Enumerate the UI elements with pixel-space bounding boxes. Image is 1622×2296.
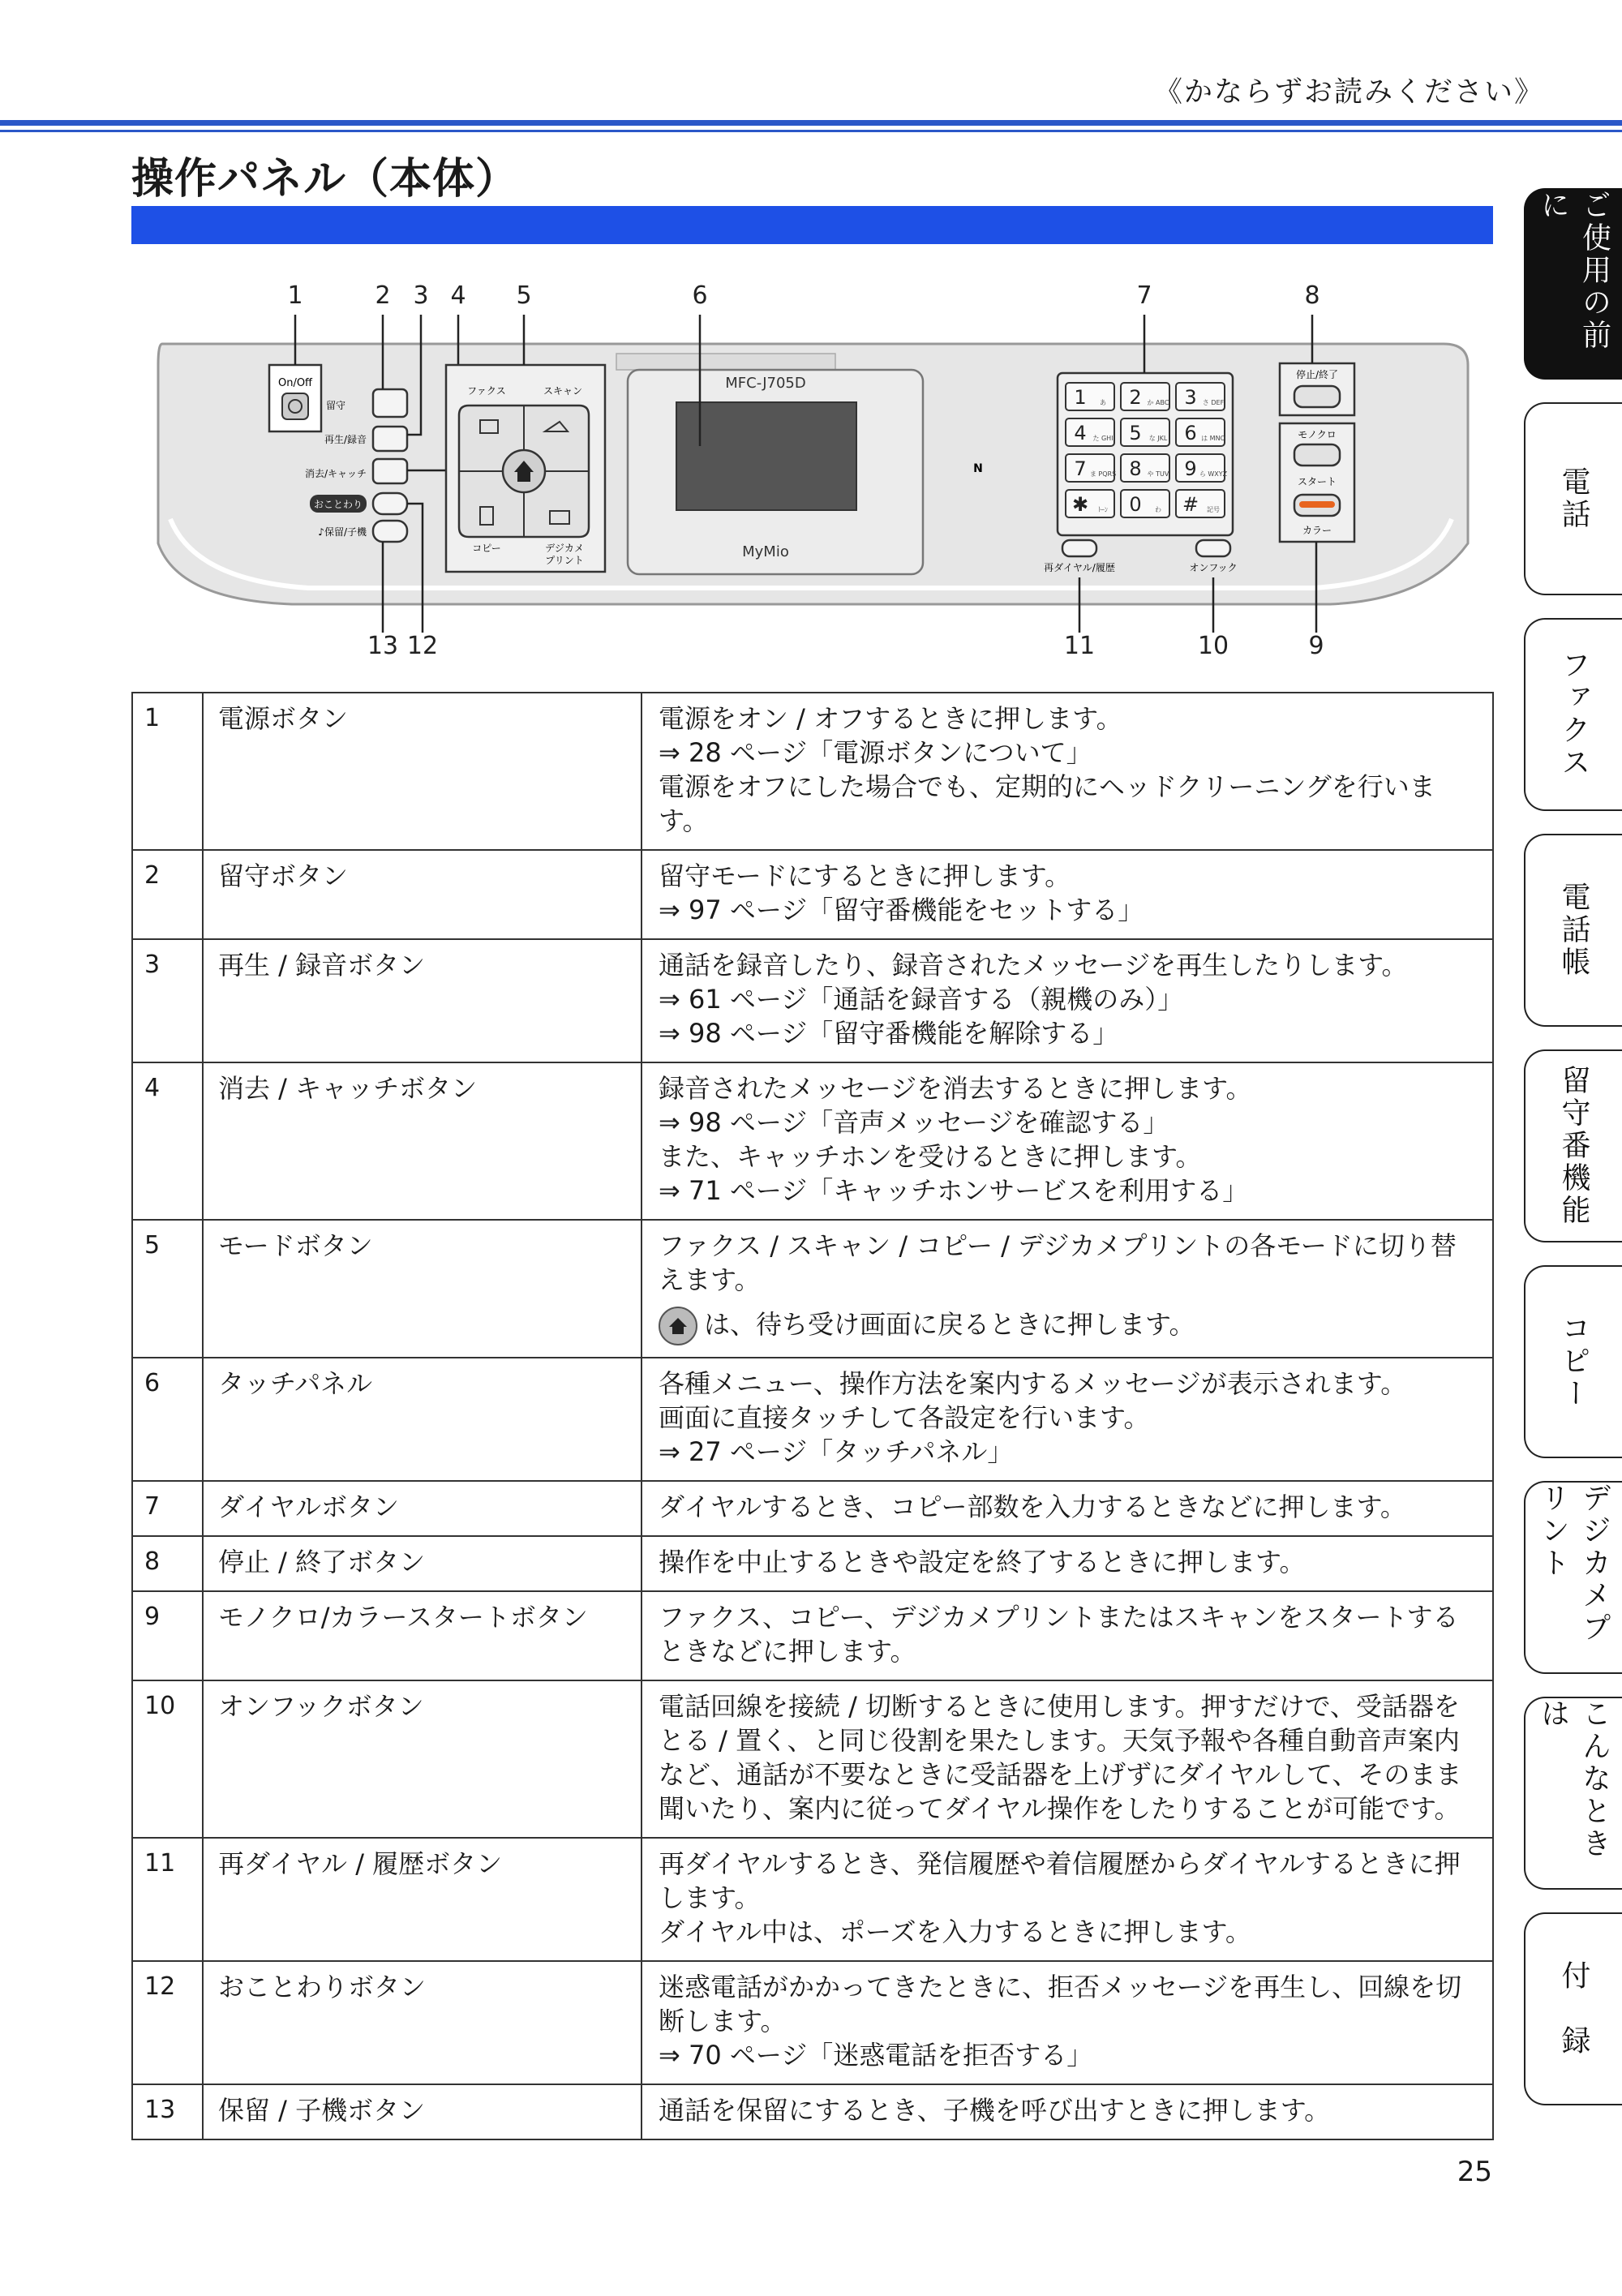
dial-key-label: 6	[1184, 422, 1197, 444]
description-table	[131, 692, 1494, 2140]
rusu-label: 留守	[325, 400, 345, 411]
description-line: 留守モードにするときに押します。	[659, 860, 1071, 891]
row-number: 12	[132, 1961, 203, 2084]
description-line: ⇒ 98 ページ「音声メッセージを確認する」	[659, 1107, 1169, 1138]
digicame-label-1: デジカメ	[545, 543, 584, 554]
button-description	[642, 693, 1493, 850]
okotowari-label: おことわり	[313, 499, 363, 510]
description-line: ⇒ 97 ページ「留守番機能をセットする」	[659, 895, 1144, 925]
shokyo-label: 消去/キャッチ	[304, 468, 367, 479]
table-row	[132, 1838, 1493, 1961]
description-line: ⇒ 71 ページ「キャッチホンサービスを利用する」	[659, 1175, 1249, 1206]
home-note-text: は、待ち受け画面に戻るときに押します。	[704, 1309, 1195, 1340]
button-name: 電源ボタン	[203, 693, 642, 850]
description-line: 電源をオフにした場合でも、定期的にヘッドクリーニングを行います。	[659, 771, 1435, 836]
row-number: 4	[132, 1062, 203, 1220]
dial-key-sublabel: な JKL	[1148, 435, 1168, 442]
button-description	[642, 1838, 1493, 1961]
fax-label: ファクス	[467, 385, 506, 397]
callout-11: 11	[1063, 632, 1096, 660]
button-name: 留守ボタン	[203, 850, 642, 939]
shokyo-button[interactable]	[373, 459, 407, 483]
saisei-label: 再生/録音	[324, 434, 367, 445]
description-line: ダイヤルするとき、コピー部数を入力するときなどに押します。	[659, 1491, 1406, 1522]
brand-label: MyMio	[742, 543, 789, 560]
button-name: 停止 / 終了ボタン	[203, 1536, 642, 1591]
dial-key-sublabel: 記号	[1207, 506, 1220, 513]
callout-1: 1	[287, 281, 303, 310]
okotowari-button[interactable]	[373, 493, 407, 514]
callout-3: 3	[413, 281, 429, 310]
callout-10: 10	[1197, 632, 1229, 660]
button-name: オンフックボタン	[203, 1680, 642, 1838]
side-tab-rusuban[interactable]	[1524, 1049, 1622, 1242]
table-row	[132, 693, 1493, 850]
side-tab-digicame[interactable]	[1524, 1481, 1622, 1674]
description-line: 操作を中止するときや設定を終了するときに押します。	[659, 1547, 1306, 1577]
description-line: 各種メニュー、操作方法を案内するメッセージが表示されます。	[659, 1368, 1407, 1399]
callout-8: 8	[1304, 281, 1320, 310]
touch-screen[interactable]	[676, 402, 856, 510]
side-tab-label: コピー	[1557, 1313, 1590, 1410]
callout-4: 4	[450, 281, 466, 310]
onoff-label: On/Off	[277, 377, 313, 389]
button-description	[642, 1220, 1493, 1358]
dial-key-label: 4	[1074, 422, 1087, 444]
dial-key-sublabel: ま PQRS	[1089, 470, 1117, 478]
header-rule-thin	[0, 130, 1622, 132]
side-tab-trouble[interactable]	[1524, 1697, 1622, 1890]
callout-7: 7	[1136, 281, 1152, 310]
dial-key-sublabel: わ	[1155, 506, 1161, 513]
header-note: 《かならずお読みください》	[1153, 76, 1544, 109]
button-name: モードボタン	[203, 1220, 642, 1358]
color-label: カラー	[1302, 525, 1332, 536]
scan-label: スキャン	[543, 385, 583, 397]
row-number: 11	[132, 1838, 203, 1961]
side-tab-label: ファクス	[1557, 650, 1590, 779]
side-tab-label: こんなときは	[1536, 1698, 1611, 1860]
button-description	[642, 1591, 1493, 1680]
button-description	[642, 1536, 1493, 1591]
dial-key-sublabel: ﾄｰﾝ	[1098, 506, 1108, 513]
description-line: ⇒ 98 ページ「留守番機能を解除する」	[659, 1018, 1119, 1049]
dial-key-label: 0	[1129, 493, 1142, 516]
callout-5: 5	[516, 281, 532, 310]
row-number: 8	[132, 1536, 203, 1591]
table-row	[132, 1591, 1493, 1680]
page-number: 25	[1457, 2156, 1492, 2188]
callout-12: 12	[406, 632, 439, 660]
button-description	[642, 1358, 1493, 1481]
dial-key-label: 9	[1184, 457, 1197, 480]
button-name: ダイヤルボタン	[203, 1481, 642, 1536]
side-tab-copy[interactable]	[1524, 1265, 1622, 1458]
row-number: 5	[132, 1220, 203, 1358]
control-panel-figure	[130, 276, 1492, 665]
side-tab-label: 電話	[1557, 466, 1590, 531]
rusu-button[interactable]	[373, 389, 407, 417]
description-line: 通話を録音したり、録音されたメッセージを再生したりします。	[659, 950, 1408, 981]
dial-key-sublabel: ら WXYZ	[1199, 470, 1228, 478]
horyu-button[interactable]	[373, 521, 407, 542]
mono-start-button[interactable]	[1294, 444, 1340, 466]
row-number: 9	[132, 1591, 203, 1680]
side-tab-gosiyou[interactable]	[1524, 188, 1622, 380]
side-tab-label: 電話帳	[1557, 882, 1590, 979]
button-name: 再ダイヤル / 履歴ボタン	[203, 1838, 642, 1961]
button-description	[642, 2084, 1493, 2139]
button-description	[642, 1961, 1493, 2084]
horyu-label: ♪保留/子機	[318, 526, 367, 538]
saisei-button[interactable]	[373, 427, 407, 451]
description-line: 録音されたメッセージを消去するときに押します。	[659, 1073, 1252, 1104]
row-number: 10	[132, 1680, 203, 1838]
title-band	[131, 206, 1493, 244]
side-tab-label: デジカメプリント	[1536, 1483, 1611, 1645]
dial-key-sublabel: さ DEF	[1202, 399, 1225, 406]
button-description	[642, 850, 1493, 939]
description-line: ⇒ 28 ページ「電源ボタンについて」	[659, 737, 1092, 768]
description-line: 電話回線を接続 / 切断するときに使用します。押すだけで、受話器をとる / 置く、と同じ役割を果たします。天気予報や各種自動音声案内など、通話が不要なときに受話器を上げずにダイヤルして、そのまま聞いたり、案内に従ってダイヤル操作をしたりすることが可能です。	[659, 1691, 1462, 1824]
table-row	[132, 850, 1493, 939]
table-row	[132, 1062, 1493, 1220]
button-name: 消去 / キャッチボタン	[203, 1062, 642, 1220]
digicame-label-2: プリント	[545, 555, 584, 566]
description-line: 迷惑電話がかかってきたときに、拒否メッセージを再生し、回線を切断します。	[659, 1972, 1462, 2036]
stop-button[interactable]	[1294, 386, 1340, 407]
home-icon	[659, 1307, 697, 1345]
onhook-label: オンフック	[1189, 562, 1238, 573]
side-tab-appendix[interactable]	[1524, 1912, 1622, 2105]
row-number: 3	[132, 939, 203, 1062]
mono-label: モノクロ	[1298, 429, 1337, 440]
dial-key-label: 8	[1129, 457, 1142, 480]
dial-key[interactable]	[1121, 490, 1169, 517]
dial-key-label: 3	[1184, 386, 1197, 409]
row-number: 1	[132, 693, 203, 850]
dial-key-label: #	[1182, 493, 1199, 516]
dial-key-label: ✱	[1071, 493, 1089, 516]
callout-2: 2	[375, 281, 391, 310]
description-line: ダイヤル中は、ポーズを入力するときに押します。	[659, 1916, 1251, 1947]
redial-label: 再ダイヤル/履歴	[1044, 562, 1115, 573]
button-name: タッチパネル	[203, 1358, 642, 1481]
row-number: 7	[132, 1481, 203, 1536]
side-tab-phonebook[interactable]	[1524, 834, 1622, 1027]
model-label: MFC-J705D	[725, 375, 806, 392]
table-row	[132, 1220, 1493, 1358]
side-tab-label: 留守番機能	[1557, 1065, 1590, 1227]
dial-key-sublabel: は MNO	[1201, 435, 1225, 442]
table-row	[132, 1481, 1493, 1536]
table-row	[132, 1961, 1493, 2084]
table-row	[132, 2084, 1493, 2139]
side-tab-denwa[interactable]	[1524, 402, 1622, 595]
page-title: 操作パネル（本体）	[131, 155, 519, 204]
dial-key-sublabel: あ	[1100, 399, 1106, 406]
callout-13: 13	[367, 632, 399, 660]
button-name: 再生 / 録音ボタン	[203, 939, 642, 1062]
dial-key-label: 2	[1129, 386, 1142, 409]
callout-9: 9	[1308, 632, 1324, 660]
start-label: スタート	[1297, 476, 1337, 487]
description-line: ⇒ 61 ページ「通話を録音する（親機のみ）」	[659, 984, 1184, 1015]
dial-key-sublabel: か ABC	[1147, 399, 1169, 406]
stop-label: 停止/終了	[1295, 369, 1339, 380]
dial-key-label: 7	[1074, 457, 1087, 480]
button-name: おことわりボタン	[203, 1961, 642, 2084]
side-tab-fax[interactable]	[1524, 618, 1622, 811]
side-tab-label: 付 録	[1557, 1960, 1590, 2058]
button-description	[642, 939, 1493, 1062]
description-line: また、キャッチホンを受けるときに押します。	[659, 1141, 1202, 1172]
button-name: モノクロ/カラースタートボタン	[203, 1591, 642, 1680]
row-number: 2	[132, 850, 203, 939]
row-number: 6	[132, 1358, 203, 1481]
button-description	[642, 1481, 1493, 1536]
description-line: ファクス / スキャン / コピー / デジカメプリントの各モードに切り替えます。	[659, 1230, 1457, 1295]
description-line: 電源をオン / オフするときに押します。	[659, 703, 1122, 734]
description-line: ファクス、コピー、デジカメプリントまたはスキャンをスタートするときなどに押します。	[659, 1602, 1459, 1667]
description-line: 再ダイヤルするとき、発信履歴や着信履歴からダイヤルするときに押します。	[659, 1848, 1461, 1913]
copy-label: コピー	[472, 543, 501, 554]
table-row	[132, 939, 1493, 1062]
table-row	[132, 1358, 1493, 1481]
description-line: 画面に直接タッチして各設定を行います。	[659, 1402, 1150, 1433]
table-row	[132, 1680, 1493, 1838]
button-name: 保留 / 子機ボタン	[203, 2084, 642, 2139]
button-description	[642, 1680, 1493, 1838]
redial-button[interactable]	[1062, 540, 1096, 556]
dial-key-label: 5	[1129, 422, 1142, 444]
callout-6: 6	[692, 281, 708, 310]
home-note	[659, 1307, 1481, 1345]
button-description	[642, 1062, 1493, 1220]
description-line: 通話を保留にするとき、子機を呼び出すときに押します。	[659, 2095, 1331, 2126]
header-rule	[0, 120, 1622, 126]
dial-key-label: 1	[1074, 386, 1087, 409]
power-button[interactable]	[282, 393, 308, 419]
onhook-button[interactable]	[1196, 540, 1230, 556]
nfc-mark: N	[973, 462, 983, 475]
table-row	[132, 1536, 1493, 1591]
description-line: ⇒ 70 ページ「迷惑電話を拒否する」	[659, 2040, 1093, 2071]
description-line: ⇒ 27 ページ「タッチパネル」	[659, 1436, 1014, 1467]
row-number: 13	[132, 2084, 203, 2139]
dial-key-sublabel: た GHI	[1092, 435, 1114, 442]
dial-key[interactable]	[1066, 383, 1114, 410]
dial-key-sublabel: や TUV	[1147, 470, 1169, 478]
side-tab-label: ご使用の前に	[1536, 190, 1611, 352]
